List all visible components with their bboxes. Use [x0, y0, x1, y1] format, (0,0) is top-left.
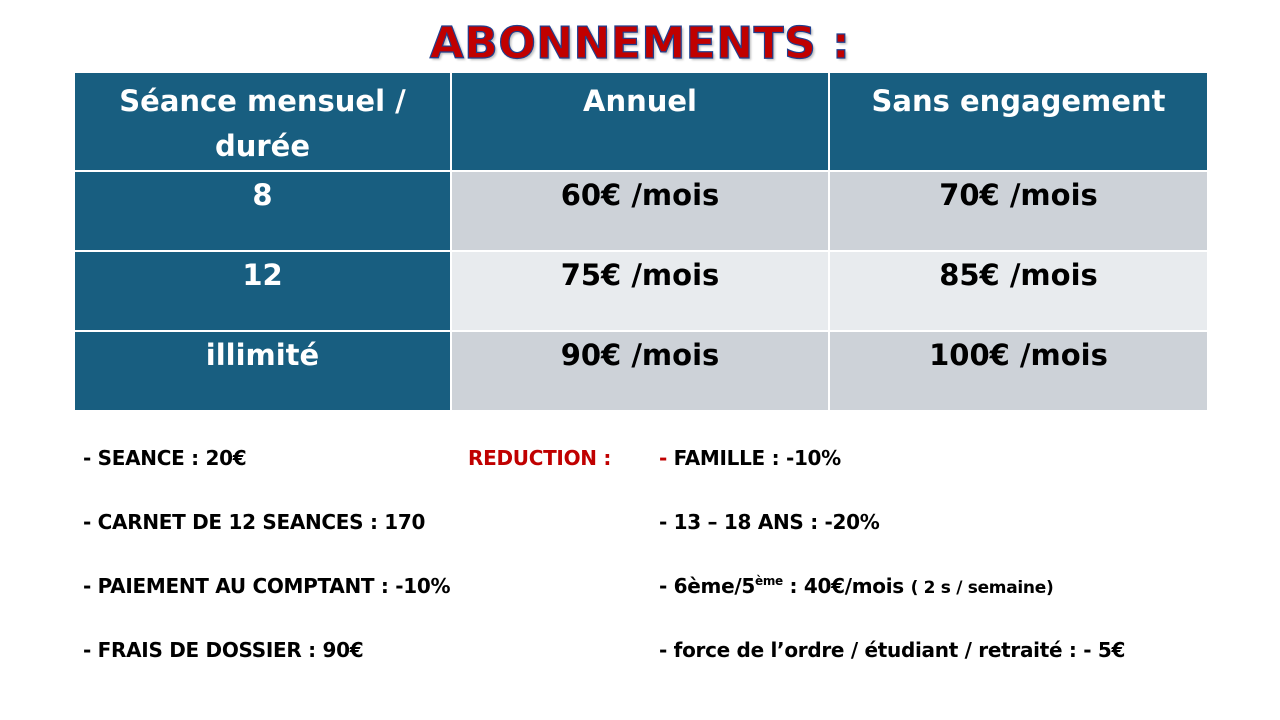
reduction-sixieme-sup: ème — [754, 574, 783, 588]
reduction-famille-dash: - — [659, 446, 668, 470]
price-sans-engagement: 85€ /mois — [829, 251, 1208, 331]
price-annuel: 90€ /mois — [451, 331, 829, 411]
reduction-force: - force de l’ordre / étudiant / retraité : - 5€ — [659, 638, 1126, 662]
reduction-famille — [659, 446, 841, 470]
price-annuel: 60€ /mois — [451, 171, 829, 251]
row-seances: illimité — [74, 331, 451, 411]
tarif-carnet: - CARNET DE 12 SEANCES : 170 — [83, 510, 426, 534]
table-row — [74, 251, 1208, 331]
price-annuel: 75€ /mois — [451, 251, 829, 331]
pricing-table — [73, 71, 1209, 412]
price-sans-engagement: 70€ /mois — [829, 171, 1208, 251]
reduction-ados: - 13 – 18 ANS : -20% — [659, 510, 880, 534]
row-seances: 12 — [74, 251, 451, 331]
header-sans-engagement: Sans engagement — [829, 72, 1208, 171]
price-sans-engagement: 100€ /mois — [829, 331, 1208, 411]
header-annuel: Annuel — [451, 72, 829, 171]
table-row — [74, 331, 1208, 411]
reduction-famille-text: FAMILLE : -10% — [667, 446, 841, 470]
reduction-label: REDUCTION : — [468, 446, 612, 470]
tarif-paiement-comptant: - PAIEMENT AU COMPTANT : -10% — [83, 574, 451, 598]
header-seances: Séance mensuel / durée — [74, 72, 451, 171]
reduction-sixieme-text: - 6ème/5 — [659, 574, 755, 598]
page-title: ABONNEMENTS : — [429, 18, 851, 69]
table-header-row — [74, 72, 1208, 171]
row-seances: 8 — [74, 171, 451, 251]
reduction-sixieme — [659, 574, 1053, 598]
reduction-sixieme-note: ( 2 s / semaine) — [910, 578, 1054, 598]
table-row — [74, 171, 1208, 251]
tarif-seance: - SEANCE : 20€ — [83, 446, 247, 470]
tarif-frais-dossier: - FRAIS DE DOSSIER : 90€ — [83, 638, 364, 662]
reduction-sixieme-price: : 40€/mois — [782, 574, 911, 598]
